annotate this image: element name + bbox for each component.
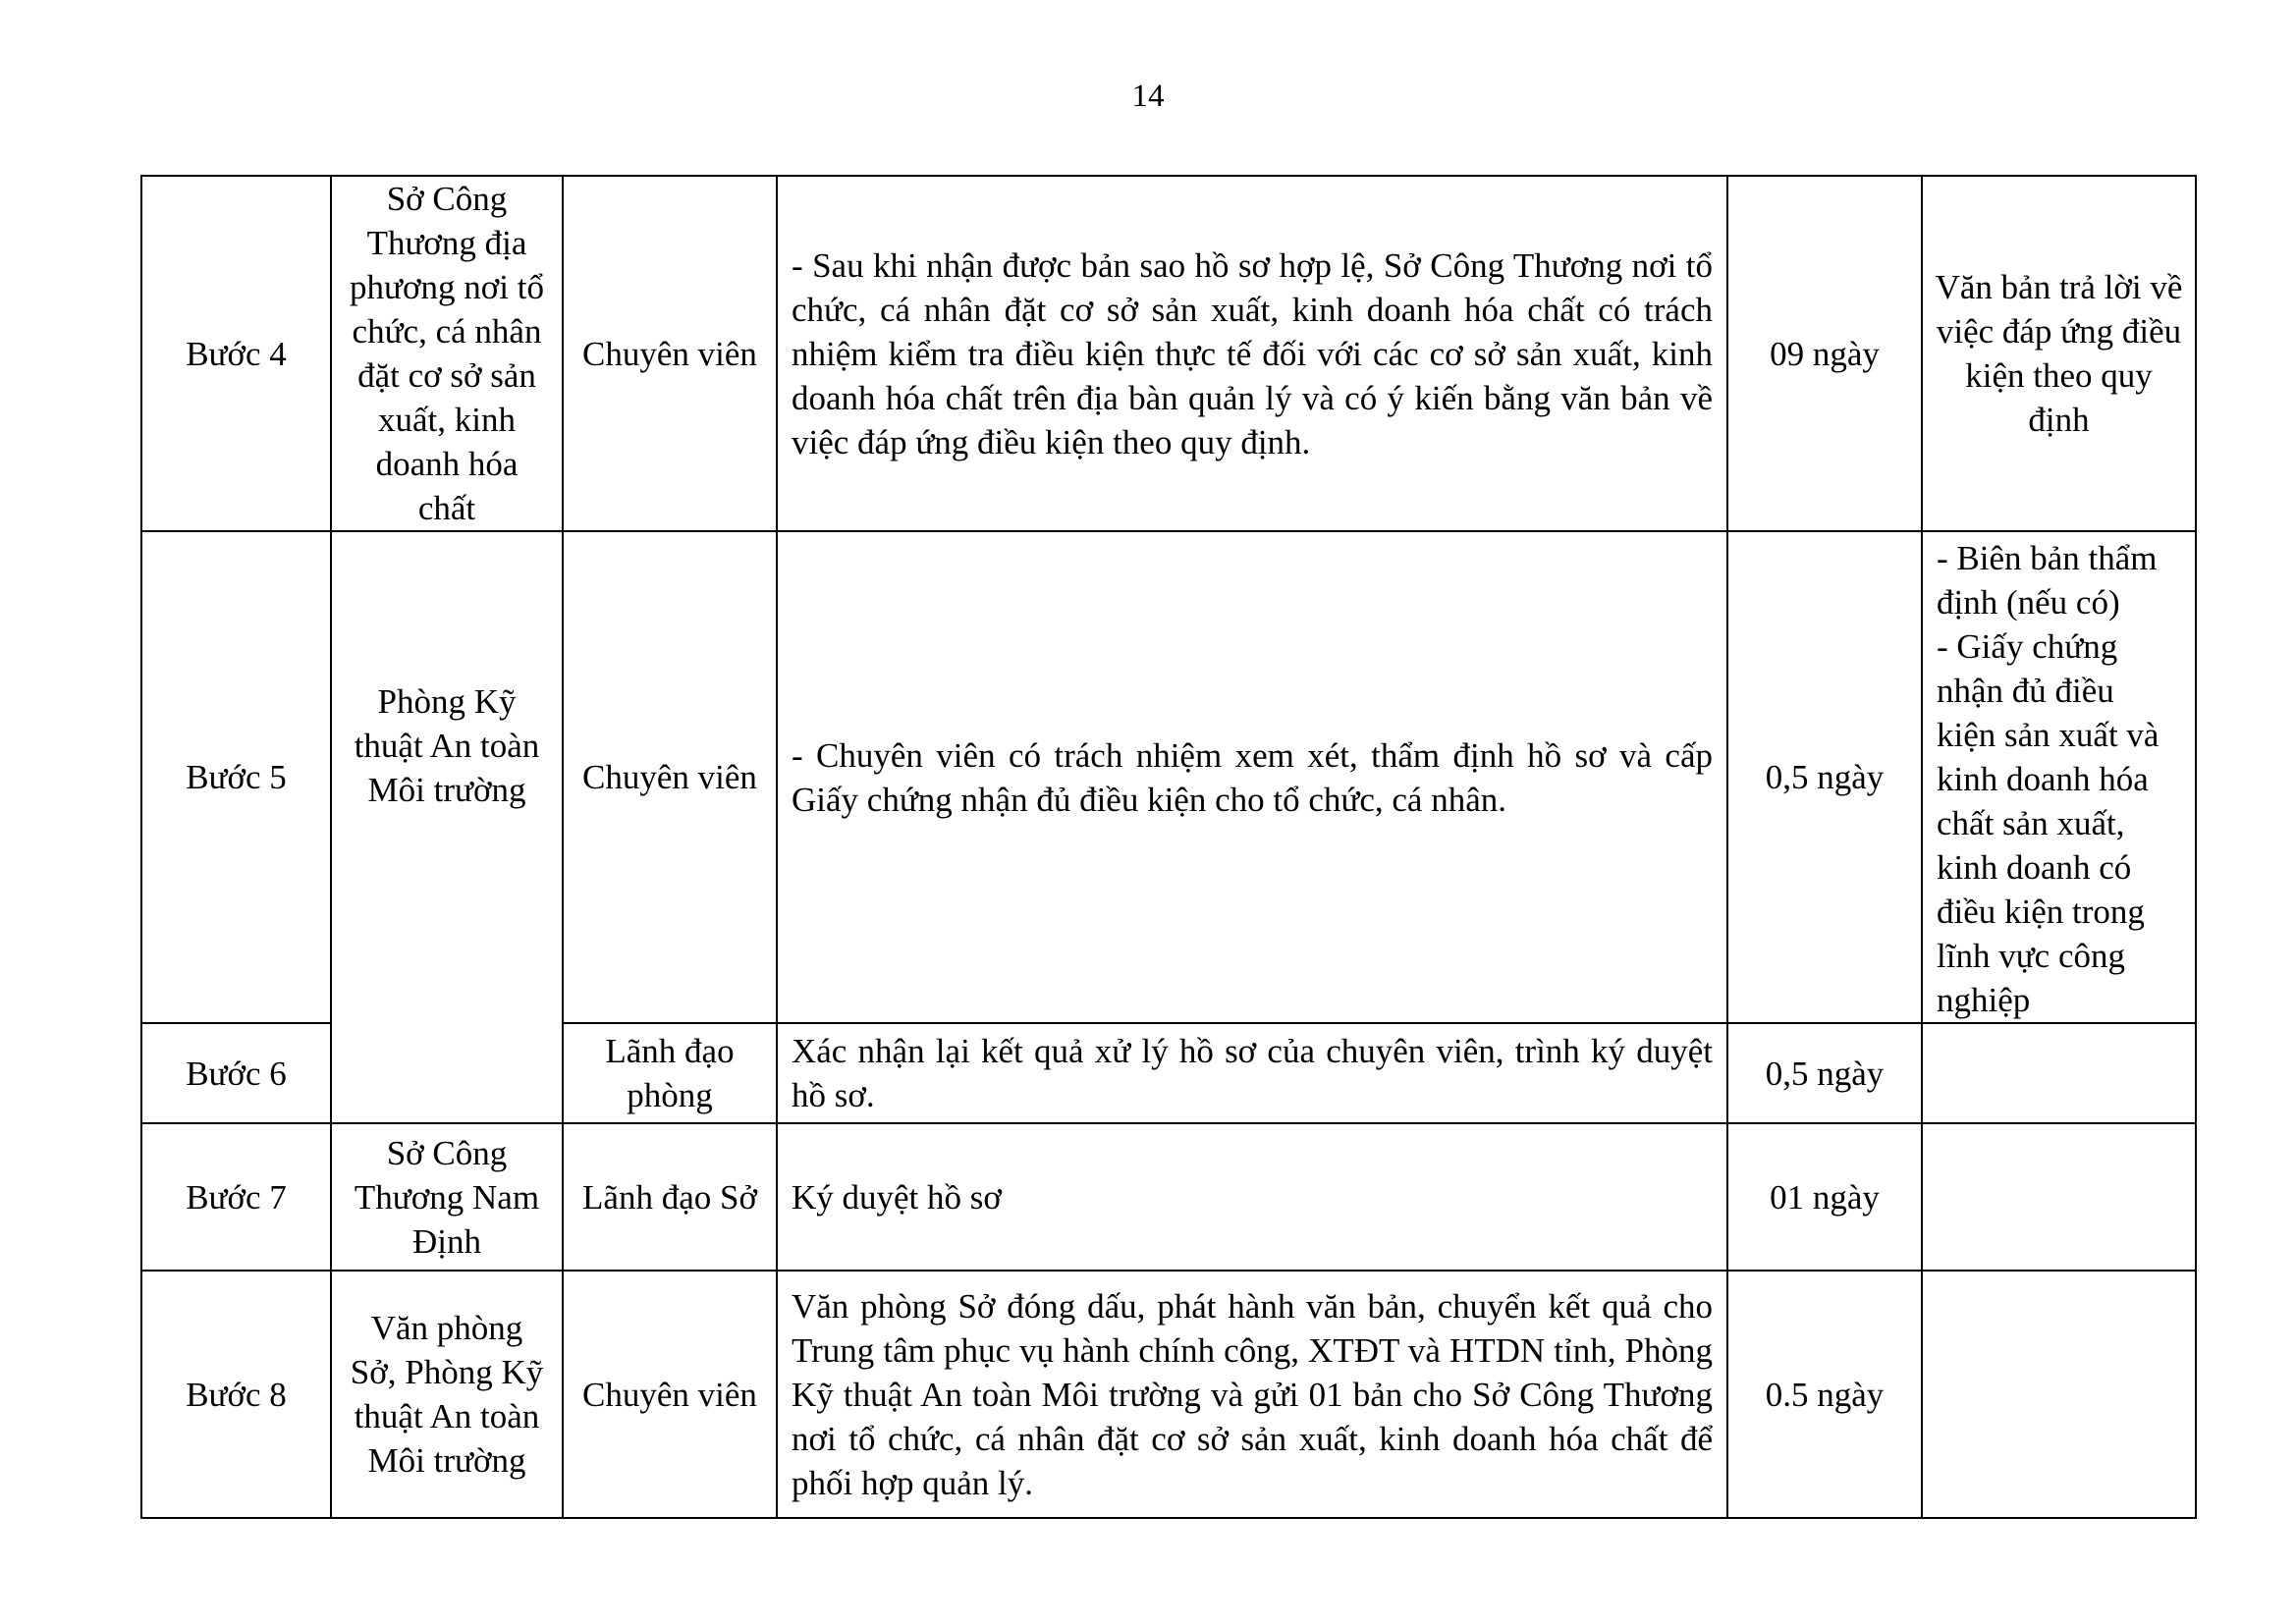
step-cell: Bước 5 [141, 531, 331, 1023]
description-cell: Văn phòng Sở đóng dấu, phát hành văn bản, chuyển kết quả cho Trung tâm phục vụ hành chính công, XTĐT và HTDN tỉnh, Phòng Kỹ thuật An toàn Môi trường và gửi 01 bản cho Sở Công Thương nơi tổ chức, cá nhân đặt cơ sở sản xuất, kinh doanh hóa chất để phối hợp quản lý. [777, 1271, 1727, 1518]
description-cell: - Chuyên viên có trách nhiệm xem xét, thẩm định hồ sơ và cấp Giấy chứng nhận đủ điều kiện cho tổ chức, cá nhân. [777, 531, 1727, 1023]
role-cell: Chuyên viên [563, 176, 777, 531]
time-cell: 09 ngày [1727, 176, 1922, 531]
table-row [141, 1123, 2196, 1271]
result-cell: Văn bản trả lời về việc đáp ứng điều kiện theo quy định [1922, 176, 2196, 531]
result-cell [1922, 1123, 2196, 1271]
page-number: 14 [1131, 79, 1165, 114]
table-row [141, 1271, 2196, 1518]
description-cell: Xác nhận lại kết quả xử lý hồ sơ của chuyên viên, trình ký duyệt hồ sơ. [777, 1023, 1727, 1123]
result-line: - Biên bản thẩm định (nếu có) [1937, 539, 2158, 622]
result-cell [1922, 1023, 2196, 1123]
role-cell: Lãnh đạo Sở [563, 1123, 777, 1271]
time-cell: 0.5 ngày [1727, 1271, 1922, 1518]
step-cell: Bước 8 [141, 1271, 331, 1518]
role-cell: Lãnh đạo phòng [563, 1023, 777, 1123]
step-cell: Bước 6 [141, 1023, 331, 1123]
result-cell [1922, 1271, 2196, 1518]
table-row [141, 176, 2196, 531]
unit-cell: Sở Công Thương địa phương nơi tổ chức, cá nhân đặt cơ sở sản xuất, kinh doanh hóa chất [331, 176, 563, 531]
unit-cell: Sở Công Thương Nam Định [331, 1123, 563, 1271]
step-cell: Bước 4 [141, 176, 331, 531]
result-line: - Giấy chứng nhận đủ điều kiện sản xuất và kinh doanh hóa chất sản xuất, kinh doanh có điều kiện trong lĩnh vực công nghiệp [1937, 627, 2159, 1019]
result-cell [1922, 531, 2196, 1023]
step-cell: Bước 7 [141, 1123, 331, 1271]
role-cell: Chuyên viên [563, 531, 777, 1023]
unit-cell: Phòng Kỹ thuật An toàn Môi trường [331, 531, 563, 1123]
description-cell: Ký duyệt hồ sơ [777, 1123, 1727, 1271]
time-cell: 0,5 ngày [1727, 531, 1922, 1023]
table-row [141, 531, 2196, 1023]
role-cell: Chuyên viên [563, 1271, 777, 1518]
description-cell: - Sau khi nhận được bản sao hồ sơ hợp lệ, Sở Công Thương nơi tổ chức, cá nhân đặt cơ sở sản xuất, kinh doanh hóa chất có trách nhiệm kiểm tra điều kiện thực tế đối với các cơ sở sản xuất, kinh doanh hóa chất trên địa bàn quản lý và có ý kiến bằng văn bản về việc đáp ứng điều kiện theo quy định. [777, 176, 1727, 531]
procedure-steps-table [140, 175, 2197, 1519]
time-cell: 01 ngày [1727, 1123, 1922, 1271]
unit-cell: Văn phòng Sở, Phòng Kỹ thuật An toàn Môi trường [331, 1271, 563, 1518]
time-cell: 0,5 ngày [1727, 1023, 1922, 1123]
